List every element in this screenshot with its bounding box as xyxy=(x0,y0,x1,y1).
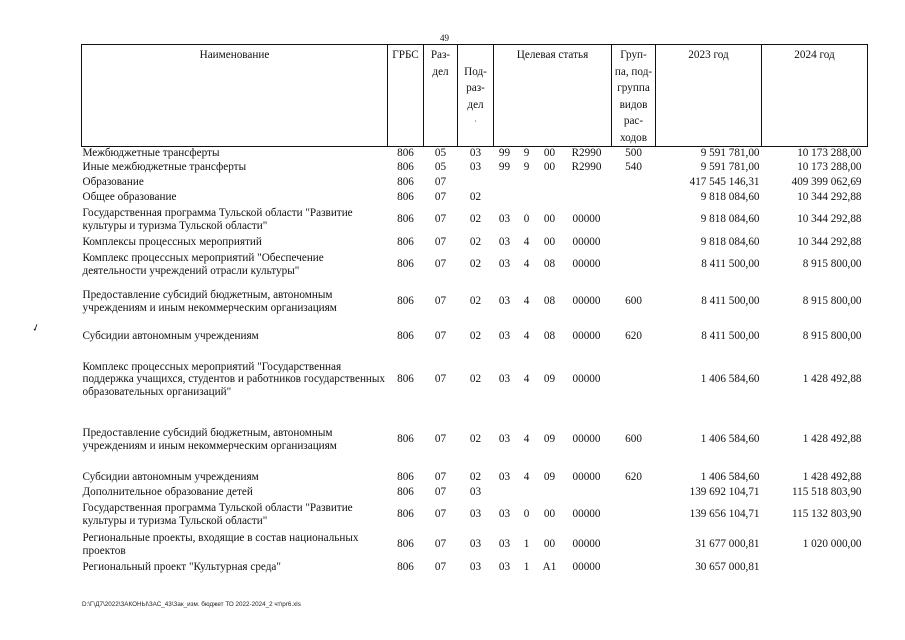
row-amount-2024: 115 518 803,90 xyxy=(792,485,862,498)
row-razdel: 05 xyxy=(434,160,447,173)
row-target-4: 00000 xyxy=(572,433,601,446)
header-grbs: ГРБС xyxy=(388,45,424,147)
table-row xyxy=(82,175,868,190)
row-grbs: 806 xyxy=(397,235,414,248)
row-expense-type: 600 xyxy=(625,295,642,308)
row-target-3: A1 xyxy=(542,560,557,573)
row-podrazdel: 02 xyxy=(469,213,482,226)
row-amount-2024: 10 173 288,00 xyxy=(762,147,868,160)
table-row xyxy=(82,235,868,250)
row-expense-type xyxy=(612,205,656,235)
row-podrazdel: 03 xyxy=(469,485,482,498)
row-name: Комплекс процессных мероприятий "Государственная поддержка учащихся, студентов и работников государственных образовательных организаций" xyxy=(82,360,386,398)
row-name: Государственная программа Тульской области "Развитие культуры и туризма Тульской области" xyxy=(82,502,353,527)
table-row xyxy=(82,410,868,470)
header-podrazdel-mark: · xyxy=(474,117,477,126)
row-grbs: 806 xyxy=(397,538,414,551)
row-amount-2024: 10 173 288,00 xyxy=(797,160,862,173)
row-target-3: 00 xyxy=(538,147,562,160)
row-podrazdel: 02 xyxy=(469,258,482,271)
margin-mark: ✓ xyxy=(30,321,43,336)
row-amount-2023: 1 406 584,60 xyxy=(700,373,760,386)
row-amount-2023: 31 677 000,81 xyxy=(695,538,760,551)
row-target-2: 4 xyxy=(523,433,530,446)
row-razdel: 05 xyxy=(424,147,458,160)
row-amount-2024: 1 428 492,88 xyxy=(802,373,862,386)
row-target-2: 4 xyxy=(523,330,530,343)
row-target-2: 0 xyxy=(523,213,530,226)
row-target-3: 00 xyxy=(543,538,556,551)
row-target-3: 08 xyxy=(543,295,556,308)
row-razdel: 07 xyxy=(434,190,447,203)
row-amount-2024: 1 428 492,88 xyxy=(802,470,862,483)
row-grbs: 806 xyxy=(397,485,414,498)
row-podrazdel: 02 xyxy=(469,190,482,203)
row-razdel: 07 xyxy=(434,508,447,521)
row-expense-type xyxy=(612,250,656,280)
row-amount-2023: 417 545 146,31 xyxy=(689,175,760,188)
row-expense-type xyxy=(612,530,656,560)
row-expense-type: 500 xyxy=(612,147,656,160)
row-target-3: 00 xyxy=(543,213,556,226)
row-name: Образование xyxy=(82,175,144,188)
table-row xyxy=(82,280,868,324)
row-amount-2024: 10 344 292,88 xyxy=(797,213,862,226)
row-target-2: 4 xyxy=(523,373,530,386)
row-target-4: 00000 xyxy=(572,258,601,271)
row-name: Комплекс процессных мероприятий "Обеспечение деятельности учреждений отрасли культуры" xyxy=(82,252,324,277)
table-row xyxy=(82,500,868,530)
row-target-3: 08 xyxy=(543,258,556,271)
row-grbs: 806 xyxy=(397,373,414,386)
row-podrazdel: 02 xyxy=(469,373,482,386)
row-podrazdel: 02 xyxy=(469,235,482,248)
row-amount-2023: 8 411 500,00 xyxy=(701,330,760,343)
row-podrazdel: 03 xyxy=(469,538,482,551)
header-2023: 2023 год xyxy=(656,45,762,147)
row-amount-2024: 1 020 000,00 xyxy=(802,538,862,551)
header-podrazdel-label: Под- раз- дел xyxy=(464,65,487,111)
row-amount-2023: 8 411 500,00 xyxy=(701,295,760,308)
table-row xyxy=(82,324,868,350)
table-row xyxy=(82,190,868,205)
table-row xyxy=(82,530,868,560)
row-target-1 xyxy=(494,485,516,500)
row-expense-type: 620 xyxy=(625,470,642,483)
row-target-1 xyxy=(494,190,516,205)
row-target-3: 00 xyxy=(543,160,556,173)
row-grbs: 806 xyxy=(397,295,414,308)
row-razdel: 07 xyxy=(434,560,447,573)
row-razdel: 07 xyxy=(434,213,447,226)
row-amount-2023: 9 591 781,00 xyxy=(656,147,762,160)
row-razdel: 07 xyxy=(434,433,447,446)
row-grbs: 806 xyxy=(397,190,414,203)
row-target-1: 03 xyxy=(498,560,511,573)
row-target-4: 00000 xyxy=(572,373,601,386)
row-grbs: 806 xyxy=(397,433,414,446)
row-target-2 xyxy=(516,485,538,500)
row-podrazdel: 03 xyxy=(469,160,482,173)
row-target-4: 00000 xyxy=(572,295,601,308)
row-name: Дополнительное образование детей xyxy=(82,485,253,498)
row-target-4: 00000 xyxy=(572,538,601,551)
row-amount-2023: 139 692 104,71 xyxy=(689,485,760,498)
row-amount-2024: 10 344 292,88 xyxy=(797,190,862,203)
row-expense-type: 620 xyxy=(625,330,642,343)
row-target-4: R2990 xyxy=(562,147,612,160)
row-grbs: 806 xyxy=(397,560,414,573)
row-grbs: 806 xyxy=(397,258,414,271)
row-razdel: 07 xyxy=(434,330,447,343)
row-amount-2023: 9 818 084,60 xyxy=(700,213,760,226)
row-target-2: 0 xyxy=(523,508,530,521)
row-target-1 xyxy=(494,175,516,190)
table-row xyxy=(82,250,868,280)
row-target-1: 03 xyxy=(498,508,511,521)
table-row xyxy=(82,350,868,410)
row-name: Предоставление субсидий бюджетным, автономным учреждениям и иным некоммерческим организациям xyxy=(82,289,337,314)
row-grbs: 806 xyxy=(388,147,424,160)
row-name: Государственная программа Тульской области "Развитие культуры и туризма Тульской области" xyxy=(82,207,353,232)
row-target-2: 1 xyxy=(523,560,530,573)
header-razdel: Раз- дел xyxy=(424,45,458,147)
header-podrazdel xyxy=(458,45,494,147)
header-celevaya: Целевая статья xyxy=(494,45,612,147)
row-target-3 xyxy=(538,485,562,500)
row-target-2: 1 xyxy=(523,538,530,551)
row-razdel: 07 xyxy=(434,470,447,483)
row-target-2 xyxy=(516,175,538,190)
row-razdel: 07 xyxy=(434,258,447,271)
row-grbs: 806 xyxy=(397,175,414,188)
row-grbs: 806 xyxy=(397,160,414,173)
row-target-1: 03 xyxy=(498,470,511,483)
row-target-2: 4 xyxy=(523,295,530,308)
row-target-3: 08 xyxy=(543,330,556,343)
row-razdel: 07 xyxy=(434,235,447,248)
row-podrazdel: 02 xyxy=(469,330,482,343)
row-expense-type xyxy=(612,350,656,410)
row-target-3: 00 xyxy=(543,235,556,248)
row-podrazdel: 02 xyxy=(469,433,482,446)
row-expense-type xyxy=(612,560,656,575)
row-amount-2024: 1 428 492,88 xyxy=(802,433,862,446)
row-grbs: 806 xyxy=(397,330,414,343)
row-target-4 xyxy=(562,175,612,190)
row-razdel: 07 xyxy=(434,373,447,386)
row-amount-2023: 9 818 084,60 xyxy=(700,235,760,248)
row-target-4 xyxy=(562,190,612,205)
row-grbs: 806 xyxy=(397,213,414,226)
row-target-1: 03 xyxy=(498,213,511,226)
row-target-2: 9 xyxy=(523,160,530,173)
row-amount-2023: 9 591 781,00 xyxy=(700,160,760,173)
row-amount-2024 xyxy=(762,560,868,575)
row-name: Региональные проекты, входящие в состав национальных проектов xyxy=(82,532,359,557)
row-target-3: 00 xyxy=(543,508,556,521)
row-target-1: 03 xyxy=(498,295,511,308)
table-row xyxy=(82,560,868,575)
row-target-4: 00000 xyxy=(572,508,601,521)
row-name: Предоставление субсидий бюджетным, автономным учреждениям и иным некоммерческим организациям xyxy=(82,427,337,452)
header-gruppa: Груп- па, под- группа видов рас- ходов xyxy=(612,45,656,147)
row-target-1: 03 xyxy=(498,235,511,248)
row-grbs: 806 xyxy=(397,508,414,521)
row-target-2 xyxy=(516,190,538,205)
row-expense-type xyxy=(612,235,656,250)
row-target-3: 09 xyxy=(543,373,556,386)
row-target-3 xyxy=(538,175,562,190)
row-amount-2023: 1 406 584,60 xyxy=(700,433,760,446)
row-expense-type xyxy=(612,485,656,500)
row-target-1: 03 xyxy=(498,330,511,343)
row-amount-2024: 8 915 800,00 xyxy=(802,330,862,343)
row-razdel: 07 xyxy=(434,175,447,188)
row-razdel: 07 xyxy=(434,538,447,551)
row-grbs: 806 xyxy=(397,470,414,483)
row-target-2: 4 xyxy=(523,235,530,248)
row-name: Межбюджетные трансферты xyxy=(82,147,388,160)
footer-file-path: D:\Г\Д7\2022\ЗАКОНЫ\ЗАС_43\Зак_изм. бюджет ТО 2022-2024_2 чт\pr6.xls xyxy=(82,601,301,608)
row-target-1: 03 xyxy=(498,433,511,446)
row-target-4: 00000 xyxy=(572,235,601,248)
row-expense-type: 600 xyxy=(625,433,642,446)
row-amount-2024: 10 344 292,88 xyxy=(797,235,862,248)
row-expense-type xyxy=(612,500,656,530)
row-target-4: R2990 xyxy=(571,160,602,173)
row-podrazdel: 02 xyxy=(469,295,482,308)
table-row xyxy=(82,205,868,235)
row-name: Общее образование xyxy=(82,190,177,203)
row-podrazdel: 02 xyxy=(469,470,482,483)
row-expense-type xyxy=(612,190,656,205)
header-2024: 2024 год xyxy=(762,45,868,147)
row-target-1: 03 xyxy=(498,373,511,386)
row-podrazdel: 03 xyxy=(469,508,482,521)
row-amount-2024: 8 915 800,00 xyxy=(802,295,862,308)
table-row xyxy=(82,147,868,160)
page-number: 49 xyxy=(440,33,449,43)
row-target-2: 4 xyxy=(523,470,530,483)
row-amount-2023: 9 818 084,60 xyxy=(700,190,760,203)
row-name: Иные межбюджетные трансферты xyxy=(82,160,247,173)
row-amount-2023: 1 406 584,60 xyxy=(700,470,760,483)
row-target-1: 99 xyxy=(498,160,511,173)
row-target-1: 99 xyxy=(494,147,516,160)
table-row xyxy=(82,485,868,500)
row-target-2: 9 xyxy=(516,147,538,160)
table-row xyxy=(82,470,868,485)
row-amount-2023: 8 411 500,00 xyxy=(701,258,760,271)
row-name: Комплексы процессных мероприятий xyxy=(82,235,262,248)
row-name: Субсидии автономным учреждениям xyxy=(82,470,259,483)
row-name: Региональный проект "Культурная среда" xyxy=(82,560,281,573)
row-amount-2023: 139 656 104,71 xyxy=(689,508,760,521)
table-row xyxy=(82,160,868,175)
row-target-4 xyxy=(562,485,612,500)
row-podrazdel: 03 xyxy=(469,560,482,573)
budget-table xyxy=(81,44,868,575)
row-target-3: 09 xyxy=(543,433,556,446)
header-name: Наименование xyxy=(82,45,388,147)
row-target-4: 00000 xyxy=(572,213,601,226)
row-amount-2024: 8 915 800,00 xyxy=(802,258,862,271)
row-target-4: 00000 xyxy=(572,330,601,343)
row-podrazdel xyxy=(458,175,494,190)
row-name: Субсидии автономным учреждениям xyxy=(82,330,259,343)
row-razdel: 07 xyxy=(434,295,447,308)
row-podrazdel: 03 xyxy=(458,147,494,160)
row-target-1: 03 xyxy=(498,258,511,271)
row-target-1: 03 xyxy=(498,538,511,551)
table-header-row xyxy=(82,45,868,147)
row-expense-type: 540 xyxy=(625,160,642,173)
row-razdel: 07 xyxy=(434,485,447,498)
row-amount-2024: 115 132 803,90 xyxy=(792,508,862,521)
row-target-3 xyxy=(538,190,562,205)
row-amount-2023: 30 657 000,81 xyxy=(695,560,760,573)
row-target-3: 09 xyxy=(543,470,556,483)
row-amount-2024: 409 399 062,69 xyxy=(791,175,862,188)
row-target-2: 4 xyxy=(523,258,530,271)
row-expense-type xyxy=(612,175,656,190)
row-target-4: 00000 xyxy=(572,560,601,573)
row-target-4: 00000 xyxy=(572,470,601,483)
